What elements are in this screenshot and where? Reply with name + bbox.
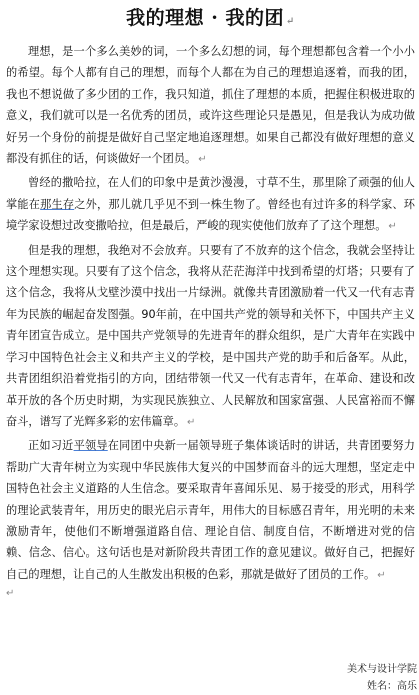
document-title — [6, 6, 415, 34]
paragraph-1 — [6, 41, 415, 170]
empty-paragraph — [6, 588, 415, 602]
paragraph-4 — [6, 435, 415, 586]
paragraph-mark-icon: ↵ — [377, 569, 386, 581]
paragraph-text: 理想，是一个多么美妙的词，一个多么幻想的词，每个理想都包含着一个小小的希望。每个人都有自己的理想，而每个人都在为自己的理想追逐着，而我的团，我也不想说做了多少团的工作，我只知道，抓住了理想的本质，把握住积极进取的意义，我们就可以是一名优秀的团员，或许这些理论只是愚见，但是我认为成功做好另一个身份的前提是做好自己坚定地追逐理想。如果自己都没有做好理想的意义都没有抓住的话，何谈做好一个团员。 — [6, 45, 415, 166]
paragraph-text: 在同团中央新一届领导班子集体谈话时的讲话，共青团要努力帮助广大青年树立为实现中华民族伟大复兴的中国梦而奋斗的远大理想，坚定走中国特色社会主义道路的人生信念。要采取青年喜闻乐见、易于接受的形式，用科学的理论武装青年，用历史的眼光启示青年，用伟大的目标感召青年，用光明的未来激励青年，使他们不断增强道路自信、理论自信、制度自信，不断增进对党的信赖、信念、信心。这句话也是对新阶段共青团工作的意见建议。做好自己，把握好自己的理想，让自己的人生散发出积极的色彩，那就是做好了团员的工作。 — [6, 439, 415, 581]
paragraph-text: 正如习近 — [28, 439, 74, 453]
paragraph-text: 之外，那儿就几乎见不到一株生物了。曾经也有过许多的科学家、环境学家设想过改变撒哈拉，但是最后，严峻的现实使他们放弃了了这个理想。 — [6, 197, 415, 233]
signature-school: 美术与设计学院 — [347, 664, 417, 675]
paragraph-mark-icon: ↵ — [187, 416, 196, 428]
document-page — [0, 6, 419, 695]
paragraph-2 — [6, 172, 415, 237]
underlined-text: 那生存 — [40, 197, 75, 211]
paragraph-text: 曾经的撒哈拉，在人们的印象中是黄沙漫漫，寸草不生，那里除了顽强的仙人掌能在 — [6, 176, 415, 211]
paragraph-mark-icon: ↵ — [285, 16, 295, 27]
paragraph-mark-icon: ↵ — [6, 588, 15, 600]
paragraph-mark-icon: ↵ — [198, 154, 207, 166]
paragraph-3 — [6, 240, 415, 434]
paragraph-text: 但是我的理想，我绝对不会放弃。只要有了不放弃的这个信念，我就会坚持让这个理想实现。只要有了这个信念，我将从茫茫海洋中找到希望的灯塔；只要有了这个信念，我将从戈壁沙漠中找出一片绿洲。就像共青团激励着一代又一代有志青年为民族的崛起奋发图强。90年前，在中国共产党的领导和关怀下，中国共产主义青年团宣告成立。是中国共产党领导的先进青年的群众组织，是广大青年在实践中学习中国特色社会主义和共产主义的学校，是中国共产党的助手和后备军。从此，共青团组织沿着党指引的方向，团结带领一代又一代有志青年，在革命、建设和改革开放的各个历史时期，为实现民族独立、人民解放和国家富强、人民富裕而不懈奋斗，谱写了光辉多彩的宏伟篇章。 — [6, 243, 415, 428]
paragraph-mark-icon: ↵ — [388, 221, 397, 233]
signature-name: 姓名：高乐 — [367, 681, 417, 692]
underlined-text: 平领导 — [73, 439, 108, 453]
title-text: 我的理想 · 我的团 — [126, 7, 284, 29]
